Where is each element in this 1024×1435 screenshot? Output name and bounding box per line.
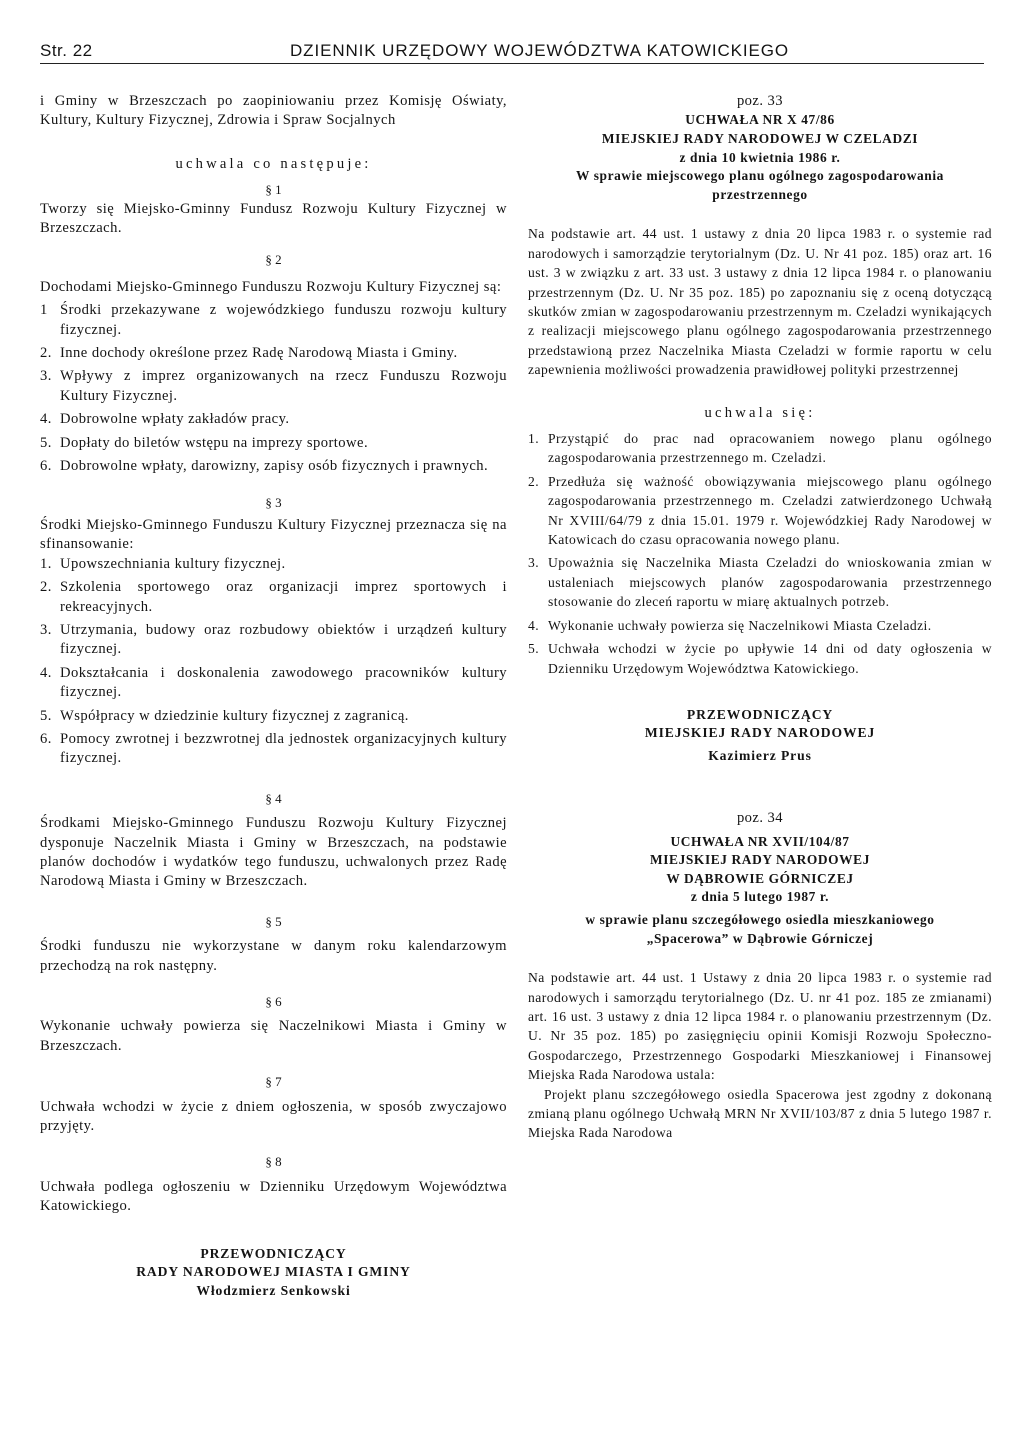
section-2-heading: § 2 (265, 252, 282, 268)
section-2-text: Dochodami Miejsko-Gminnego Funduszu Rozwoju Kultury Fizycznej są: (40, 278, 502, 295)
section-3-text: Środki Miejsko-Gminnego Funduszu Kultury Fizycznej przeznacza się na sfinansowanie: (40, 516, 507, 553)
poz-33-date: z dnia 10 kwietnia 1986 r. (679, 149, 841, 165)
poz-33-signature-body: MIEJSKIEJ RADY NARODOWEJ (644, 725, 876, 741)
list-item: 3. Wpływy z imprez organizowanych na rzecz Funduszu Rozwoju Kultury Fizycznej. (40, 368, 507, 404)
poz-34-preamble: Na podstawie art. 44 ust. 1 Ustawy z dnia 20 lipca 1983 r. o systemie rad narodowych i samorządu terytorialnego (Dz. U. nr 41 poz. 185 ze zmianami) art. 16 ust. 3 ustawy z dnia 12 lipca 1984 r. o planowaniu przestrzennym (Dz. U. Nr 35 poz. 185) po zasięgnięciu opinii Komisji Rozwoju Społeczno-Gospodarczego, Przestrzennego Gospodarki Mieszkaniowej i Finansowej Miejska Rada Narodowa ustala: (528, 970, 992, 1083)
signature-body: RADY NARODOWEJ MIASTA I GMINY (136, 1264, 411, 1280)
poz-34-subject-cont: „Spacerowa” w Dąbrowie Górniczej (646, 930, 874, 946)
section-1-text: Tworzy się Miejsko-Gminny Fundusz Rozwoju Kultury Fizycznej w Brzeszczach. (40, 200, 507, 237)
poz-34-title: UCHWAŁA NR XVII/104/87 (670, 833, 850, 849)
poz-33-signature-name: Kazimierz Prus (708, 747, 812, 763)
list-item: 5. Współpracy w dziedzinie kultury fizycznej z zagranicą. (40, 707, 409, 724)
list-item: 2. Szkolenia sportowego oraz organizacji imprez sportowych i rekreacyjnych. (40, 579, 507, 615)
section-4-heading: § 4 (265, 790, 282, 806)
list-item: 3. Upoważnia się Naczelnika Miasta Czeladzi do wnioskowania zmian w ustaleniach miejscowych planów zagospodarowania przestrzennego stosowanie do zleceń raportu w miarę aktualnych potrzeb. (528, 555, 992, 610)
section-6-heading: § 6 (265, 994, 282, 1010)
right-column (528, 92, 992, 1143)
poz-33-subject: W sprawie miejscowego planu ogólnego zagospodarowania (576, 168, 944, 184)
section-5-text: Środki funduszu nie wykorzystane w danym roku kalendarzowym przechodzą na rok następny. (40, 938, 507, 974)
list-item: 5. Uchwała wchodzi w życie po upływie 14 dni od daty ogłoszenia w Dzienniku Urzędowym Województwa Katowickiego. (528, 641, 992, 676)
intro-text: i Gminy w Brzeszczach po zaopiniowaniu przez Komisję Oświaty, Kultury, Kultury Fizycznej, Zdrowia i Spraw Socjalnych (40, 93, 507, 129)
poz-33-subject-cont: przestrzennego (712, 186, 808, 202)
header-rule (40, 63, 984, 64)
left-column (40, 92, 507, 1300)
poz-33-council: MIEJSKIEJ RADY NARODOWEJ W CZELADZI (601, 131, 919, 146)
list-item: 2. Przedłuża się ważność obowiązywania miejscowego planu ogólnego zagospodarowania przestrzennego m. Czeladzi zatwierdzonego Uchwałą Nr XVIII/64/79 z dnia 15.01. 1979 r. Wojewódzkiej Rady Narodowej w Katowicach do czasu opracowania nowego planu. (528, 473, 992, 548)
list-item: 6. Dobrowolne wpłaty, darowizny, zapisy osób fizycznych i prawnych. (40, 458, 489, 475)
poz-33-signature-title: PRZEWODNICZĄCY (686, 706, 834, 722)
poz-33-resolves: uchwala się: (704, 404, 816, 421)
section-7-heading: § 7 (265, 1074, 282, 1090)
list-item: 4. Dokształcania i doskonalenia zawodowego pracowników kultury fizycznej. (40, 664, 507, 701)
section-4-text: Środkami Miejsko-Gminnego Funduszu Rozwoju Kultury Fizycznej dysponuje Naczelnik Miasta i Gminy w Brzeszczach, na podstawie planów dochodów i wydatków tego funduszu, uchwalonych przez Radę Narodową Miasta i Gminy w Brzeszczach. (40, 815, 507, 890)
section-5-heading: § 5 (265, 913, 282, 929)
list-item: 1. Upowszechniania kultury fizycznej. (40, 555, 286, 572)
list-item: 3. Utrzymania, budowy oraz rozbudowy obiektów i urządzeń kultury fizycznej. (40, 621, 507, 658)
poz-34-council: MIEJSKIEJ RADY NARODOWEJ (650, 852, 870, 868)
section-6-text: Wykonanie uchwały powierza się Naczelnikowi Miasta i Gminy w Brzeszczach. (40, 1018, 507, 1054)
section-8-heading: § 8 (265, 1154, 282, 1170)
poz-33-number: poz. 33 (736, 93, 784, 109)
page-number: Str. 22 (40, 41, 93, 60)
poz-33-title: UCHWAŁA NR X 47/86 (685, 112, 835, 128)
list-item: 1 Środki przekazywane z wojewódzkiego funduszu rozwoju kultury fizycznej. (40, 302, 507, 338)
page-header (0, 0, 1024, 62)
list-item: 4. Dobrowolne wpłaty zakładów pracy. (40, 411, 290, 428)
list-item: 5. Dopłaty do biletów wstępu na imprezy sportowe. (40, 434, 369, 451)
list-item: 6. Pomocy zwrotnej i bezzwrotnej dla jednostek organizacyjnych kultury fizycznej. (40, 730, 507, 767)
poz-34-text: Projekt planu szczegółowego osiedla Spacerowa jest zgodny z dokonaną zmianą planu ogólnego Uchwałą MRN Nr XVII/103/87 z dnia 5 lutego 1987 r. Miejska Rada Narodowa (528, 1086, 992, 1141)
section-3-heading: § 3 (265, 494, 282, 510)
poz-33-preamble: Na podstawie art. 44 ust. 1 ustawy z dnia 20 lipca 1983 r. o systemie rad narodowych i samorządzie terytorialnym (Dz. U. Nr 41 poz. 185) oraz art. 16 ust. 3 w związku z art. 33 ust. 3 ustawy z dnia 12 lipca 1984 r. o planowaniu przestrzennym (Dz. U. Nr 35 poz. 185) po zapoznaniu się z oceną dotyczącą skutków zmian w zagospodarowaniu przestrzennym m. Czeladzi wynikających z realizacji miejscowego planu ogólnego zagospodarowania przestrzennego przedstawioną przez Naczelnika Miasta Czeladzi w formie raportu w celu zapewnienia możliwości prowadzenia prawidłowej polityki przestrzennej (528, 226, 992, 378)
section-7-text: Uchwała wchodzi w życie z dniem ogłoszenia, w sposób zwyczajowo przyjęty. (40, 1098, 507, 1135)
poz-34-date: z dnia 5 lutego 1987 r. (690, 889, 830, 905)
section-8-text: Uchwała podlega ogłoszeniu w Dzienniku Urzędowym Województwa Katowickiego. (40, 1178, 507, 1215)
journal-title: DZIENNIK URZĘDOWY WOJEWÓDZTWA KATOWICKIEGO (290, 41, 790, 60)
poz-34-number: poz. 34 (736, 810, 784, 827)
list-item: 2. Inne dochody określone przez Radę Narodową Miasta i Gminy. (40, 345, 458, 362)
resolves-heading: uchwala co następuje: (175, 155, 372, 172)
list-item: 4. Wykonanie uchwały powierza się Naczelnikowi Miasta Czeladzi. (528, 617, 932, 633)
signature-title: PRZEWODNICZĄCY (200, 1245, 347, 1261)
signature-name: Włodzmierz Senkowski (196, 1282, 351, 1298)
poz-34-subject: w sprawie planu szczegółowego osiedla mieszkaniowego (585, 911, 935, 927)
list-item: 1. Przystąpić do prac nad opracowaniem nowego planu ogólnego zagospodarowania przestrzennego m. Czeladzi. (528, 431, 992, 466)
section-1-heading: § 1 (265, 182, 282, 198)
poz-34-city: W DĄBROWIE GÓRNICZEJ (666, 870, 854, 886)
